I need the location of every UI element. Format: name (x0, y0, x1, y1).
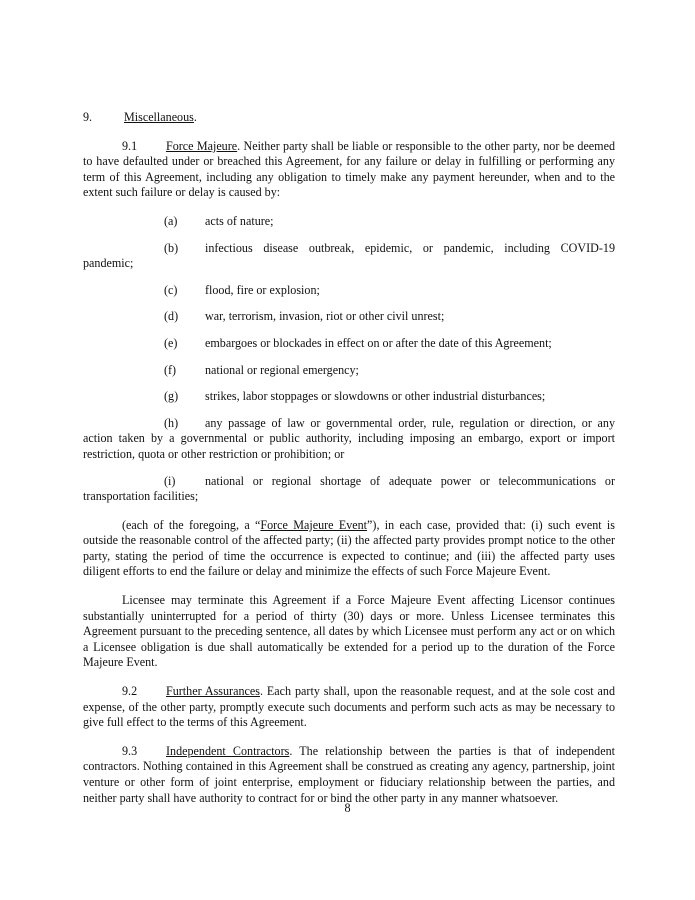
event-label: (f) (164, 362, 177, 377)
event-item-i (83, 474, 615, 505)
event-text: national or regional shortage of adequate power or telecommunications or transportation facilities; (83, 473, 615, 504)
event-label: (b) (164, 240, 179, 255)
event-text: infectious disease outbreak, epidemic, or pandemic, including COVID-19 pandemic; (83, 240, 615, 271)
clause-9-3-text: . The relationship between the parties is that of independent contractors. Nothing contained in this Agreement shall be construed as creating any agency, partnership, joint venture or other form of joint enterprise, employment or fiduciary relationship between the parties, and neither party shall have authority to contract for or bind the other party in any manner whatsoever. (83, 743, 615, 805)
event-item-h (83, 416, 615, 463)
event-label: (e) (164, 335, 178, 350)
section-title: Miscellaneous (124, 110, 194, 124)
event-item-e (83, 336, 615, 352)
event-text: acts of nature; (205, 213, 274, 228)
event-item-b (83, 241, 615, 272)
event-text: embargoes or blockades in effect on or after the date of this Agreement; (205, 335, 552, 350)
definition-text: ”), in each case, provided that: (i) such event is outside the reasonable control of the affected party; (ii) the affected party provides prompt notice to the other party, stating the period of time the occurrence is expected to continue; and (iii) the affected party uses diligent efforts to end the failure or delay and minimize the effects of such Force Majeure Event. (83, 517, 615, 579)
event-label: (h) (164, 415, 179, 430)
event-text: war, terrorism, invasion, riot or other civil unrest; (205, 309, 445, 324)
clause-9-3-number: 9.3 (122, 743, 138, 758)
event-item-a (83, 214, 615, 230)
clause-9-2-title: Further Assurances (166, 684, 260, 699)
clause-9-1-text: . Neither party shall be liable or responsible to the other party, nor be deemed to have defaulted under or breached this Agreement, for any failure or delay in fulfilling or performing any term of this Agreement, including any obligation to timely make any payment hereunder, when and to the extent such failure or delay is caused by: (83, 138, 616, 200)
event-label: (c) (164, 282, 178, 297)
event-label: (i) (164, 473, 176, 488)
defined-term: Force Majeure Event (260, 517, 368, 532)
definition-prefix: (each of the foregoing, a “ (122, 517, 261, 532)
event-label: (g) (164, 389, 179, 404)
section-title-period: . (193, 110, 197, 124)
clause-9-1-number: 9.1 (122, 138, 138, 153)
clause-9-3-title: Independent Contractors (166, 743, 290, 758)
clause-9-3 (83, 744, 615, 806)
page-number: 8 (344, 801, 351, 815)
clause-9-1-title: Force Majeure (166, 138, 238, 153)
clause-9-1 (83, 139, 615, 201)
event-label: (d) (164, 309, 179, 324)
event-text: strikes, labor stoppages or slowdowns or other industrial disturbances; (205, 389, 546, 404)
event-label: (a) (164, 213, 178, 228)
event-item-c (83, 283, 615, 299)
section-number: 9. (83, 110, 93, 124)
event-item-d (83, 309, 615, 325)
event-text: national or regional emergency; (205, 362, 359, 377)
clause-9-2-number: 9.2 (122, 684, 138, 699)
section-heading (83, 110, 615, 126)
event-item-g (83, 389, 615, 405)
force-majeure-definition (83, 518, 615, 580)
event-text: any passage of law or governmental order, rule, regulation or direction, or any action taken by a governmental or public authority, including imposing an embargo, export or import restriction, quota or other restriction or prohibition; or (83, 415, 615, 461)
termination-paragraph: Licensee may terminate this Agreement if a Force Majeure Event affecting Licensor continues substantially uninterrupted for a period of thirty (30) days or more. Unless Licensee terminates this Agreement pursuant to the preceding sentence, all dates by which Licensee must perform any act or on which a Licensee obligation is due shall automatically be extended for a period up to the duration of the Force Majeure Event. (83, 593, 615, 670)
clause-9-2-text: . Each party shall, upon the reasonable request, and at the sole cost and expense, of the other party, promptly execute such documents and perform such acts as may be necessary to give full effect to the terms of this Agreement. (83, 684, 615, 730)
clause-9-2 (83, 684, 615, 731)
event-text: flood, fire or explosion; (205, 282, 320, 297)
event-item-f (83, 363, 615, 379)
